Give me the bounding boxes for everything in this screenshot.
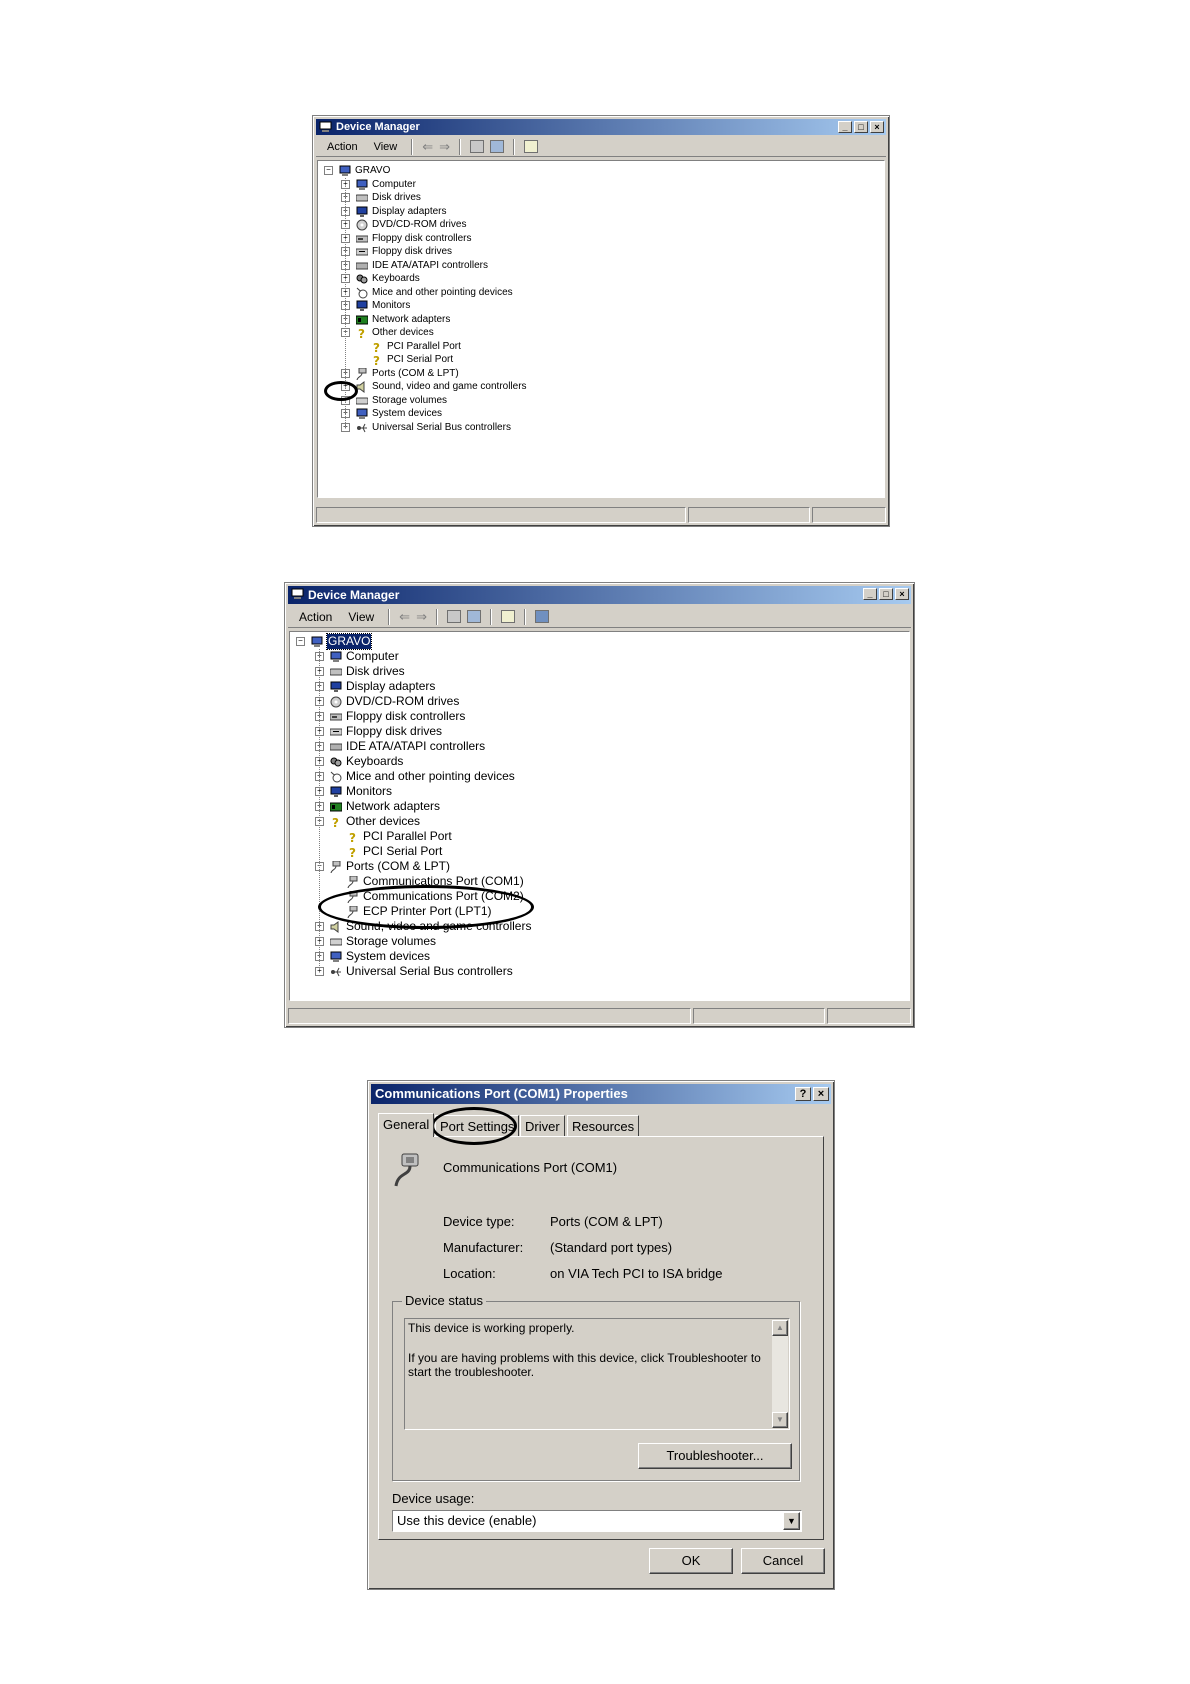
tree-item-label[interactable]: PCI Parallel Port [363, 829, 452, 843]
tree-row[interactable] [324, 164, 390, 178]
collapse-icon[interactable]: − [315, 817, 324, 826]
status-bar [288, 1008, 911, 1024]
tree-item-label[interactable]: Disk drives [346, 664, 405, 678]
collapse-icon[interactable]: − [341, 328, 350, 337]
display-adapter-icon [356, 206, 368, 217]
serial-port-icon [392, 1152, 424, 1188]
computer-icon [356, 179, 368, 190]
tree-row[interactable] [315, 934, 436, 949]
floppy-drive-icon [330, 726, 342, 737]
tree-item-label[interactable]: System devices [372, 408, 443, 419]
tree-item-label[interactable]: Communications Port (COM2) [363, 889, 524, 903]
disk-drive-icon [356, 192, 368, 203]
help-button[interactable]: ? [795, 1087, 811, 1101]
minimize-button[interactable]: _ [863, 588, 877, 600]
toolbar-separator [459, 139, 461, 155]
expand-icon[interactable]: + [315, 772, 324, 781]
tree-item-label[interactable]: Ports (COM & LPT) [372, 367, 459, 379]
unknown-device-icon [356, 327, 368, 338]
unknown-device-icon [330, 816, 342, 827]
tree-row[interactable] [315, 964, 513, 979]
tree-item-label[interactable]: Sound, video and game controllers [346, 919, 532, 933]
maximize-button[interactable]: □ [879, 588, 893, 600]
properties-icon[interactable] [524, 140, 538, 153]
computer-icon [330, 651, 342, 662]
tree-item-label[interactable]: Display adapters [372, 205, 447, 217]
tree-row[interactable] [315, 649, 399, 664]
location-label: Location: [443, 1266, 496, 1281]
status-bar [316, 507, 886, 523]
expand-icon[interactable]: + [341, 261, 350, 270]
title-bar[interactable] [371, 1084, 831, 1104]
device-status-textbox[interactable] [404, 1318, 790, 1430]
tree-row[interactable] [358, 340, 461, 354]
svg-text:?: ? [373, 340, 380, 353]
device-usage-label: Device usage: [392, 1491, 475, 1506]
tab-driver[interactable]: Driver [520, 1115, 565, 1137]
floppy-controller-icon [356, 233, 368, 244]
tree-item-label[interactable]: Mice and other pointing devices [372, 286, 513, 298]
expand-icon[interactable]: + [341, 396, 350, 405]
troubleshooter-button[interactable]: Troubleshooter... [638, 1443, 792, 1469]
expand-icon[interactable]: + [315, 712, 324, 721]
monitor-icon [330, 786, 342, 797]
show-hide-tree-icon[interactable] [467, 610, 481, 623]
status-text-line2: If you are having problems with this device, click Troubleshooter to [408, 1351, 761, 1365]
tree-item-label[interactable]: Network adapters [346, 799, 441, 813]
properties-icon[interactable] [501, 610, 515, 623]
expand-icon[interactable]: + [341, 382, 350, 391]
tree-row[interactable] [315, 919, 531, 934]
ok-button[interactable]: OK [649, 1548, 733, 1574]
expand-icon[interactable]: + [315, 652, 324, 661]
close-button[interactable]: × [870, 121, 884, 133]
tree-item-label[interactable]: Communications Port (COM1) [363, 874, 524, 888]
title-bar[interactable] [316, 119, 886, 135]
tree-row[interactable] [315, 799, 440, 814]
svg-text:?: ? [349, 846, 356, 858]
tree-row[interactable] [341, 205, 446, 219]
tree-row[interactable] [315, 784, 392, 799]
tree-row[interactable] [341, 407, 442, 421]
tree-item-label[interactable]: System devices [346, 949, 431, 963]
close-button[interactable]: × [813, 1087, 829, 1101]
tree-row[interactable] [315, 769, 515, 784]
cancel-button[interactable]: Cancel [741, 1548, 825, 1574]
tree-row[interactable] [341, 286, 513, 300]
maximize-button[interactable]: □ [854, 121, 868, 133]
tree-item-label[interactable]: Floppy disk controllers [346, 709, 466, 723]
tree-item-label[interactable]: Floppy disk drives [372, 246, 453, 257]
tab-general[interactable]: General [378, 1113, 434, 1137]
tree-row[interactable] [334, 844, 442, 859]
usb-icon [356, 422, 368, 433]
tree-item-label[interactable]: DVD/CD-ROM drives [372, 219, 467, 230]
tree-item-label[interactable]: ECP Printer Port (LPT1) [363, 904, 492, 918]
tree-item-label[interactable]: GRAVO [328, 634, 371, 648]
expand-icon[interactable]: + [341, 207, 350, 216]
device-type-value: Ports (COM & LPT) [550, 1214, 663, 1229]
tree-item-label[interactable]: DVD/CD-ROM drives [346, 694, 460, 708]
tree-row[interactable] [315, 859, 450, 874]
close-button[interactable]: × [895, 588, 909, 600]
computer-icon [311, 636, 323, 647]
toolbar-separator [436, 609, 438, 625]
status-text-line3: start the troubleshooter. [408, 1365, 535, 1379]
network-adapter-icon [356, 314, 368, 325]
expand-icon[interactable]: + [341, 234, 350, 243]
tree-row[interactable] [341, 299, 410, 313]
tree-row[interactable] [341, 367, 459, 381]
expand-icon[interactable]: + [315, 952, 324, 961]
tree-item-label[interactable]: IDE ATA/ATAPI controllers [346, 739, 486, 753]
expand-icon[interactable]: + [315, 937, 324, 946]
port-icon [330, 861, 342, 872]
tree-item-label[interactable]: PCI Parallel Port [387, 340, 461, 352]
sound-icon [356, 381, 368, 392]
storage-icon [330, 936, 342, 947]
device-name: Communications Port (COM1) [443, 1160, 618, 1175]
tree-row[interactable] [341, 218, 466, 232]
expand-icon[interactable]: + [315, 727, 324, 736]
tree-item-label[interactable]: Keyboards [372, 273, 420, 284]
device-manager-icon [291, 588, 304, 599]
scan-hardware-icon[interactable] [535, 610, 549, 623]
tree-row[interactable] [334, 874, 524, 889]
expand-icon[interactable]: + [315, 922, 324, 931]
tree-row[interactable] [341, 421, 511, 435]
mouse-icon [356, 287, 368, 298]
keyboard-icon [330, 756, 342, 767]
tree-item-label[interactable]: Sound, video and game controllers [372, 381, 527, 392]
svg-text:?: ? [373, 354, 380, 367]
tree-row[interactable] [341, 394, 447, 408]
tree-row[interactable] [315, 754, 403, 769]
tree-row[interactable] [341, 191, 421, 205]
expand-icon[interactable]: + [315, 802, 324, 811]
tree-item-label[interactable]: Universal Serial Bus controllers [346, 964, 513, 978]
tree-row[interactable] [315, 739, 485, 754]
status-pane [316, 507, 686, 523]
tree-row[interactable] [315, 709, 465, 724]
unknown-device-icon [347, 831, 359, 842]
tree-item-label[interactable]: PCI Serial Port [387, 354, 454, 365]
expand-icon[interactable]: + [315, 787, 324, 796]
tree-item-label[interactable]: Keyboards [346, 754, 404, 768]
sound-icon [330, 921, 342, 932]
cdrom-icon [330, 696, 342, 707]
up-folder-icon[interactable] [447, 610, 461, 623]
tree-item-label[interactable]: Floppy disk controllers [372, 232, 472, 244]
status-pane [812, 507, 886, 523]
expand-icon[interactable]: + [341, 423, 350, 432]
tree-item-label[interactable]: Floppy disk drives [346, 724, 443, 738]
tree-item-label[interactable]: Monitors [346, 784, 393, 798]
tree-row[interactable] [315, 724, 442, 739]
tree-item-label[interactable]: Mice and other pointing devices [346, 769, 515, 783]
tree-row[interactable] [341, 272, 420, 286]
ide-controller-icon [330, 741, 342, 752]
menu-view[interactable]: View [348, 609, 375, 624]
tree-item-label[interactable]: Storage volumes [372, 394, 448, 406]
mouse-icon [330, 771, 342, 782]
tree-item-label[interactable]: Monitors [372, 300, 411, 311]
collapse-icon[interactable]: − [296, 637, 305, 646]
tree-row[interactable] [315, 679, 435, 694]
menu-toolbar [288, 606, 911, 628]
tree-item-label[interactable]: Other devices [372, 327, 434, 338]
scroll-up-button[interactable]: ▲ [772, 1320, 788, 1336]
unknown-device-icon [371, 341, 383, 352]
menu-action[interactable]: Action [327, 140, 358, 153]
device-type-label: Device type: [443, 1214, 515, 1229]
system-icon [356, 408, 368, 419]
tree-row[interactable] [341, 245, 452, 259]
tree-row[interactable] [315, 694, 459, 709]
unknown-device-icon [347, 846, 359, 857]
expand-icon[interactable]: + [341, 369, 350, 378]
expand-icon[interactable]: + [341, 409, 350, 418]
tree-item-label[interactable]: Network adapters [372, 313, 451, 325]
manufacturer-value: (Standard port types) [550, 1240, 673, 1255]
up-folder-icon[interactable] [470, 140, 484, 153]
tree-item-label[interactable]: Computer [346, 649, 399, 663]
port-icon [356, 368, 368, 379]
tree-item-label[interactable]: PCI Serial Port [363, 844, 443, 858]
tree-row[interactable] [341, 232, 471, 246]
expand-icon[interactable]: + [341, 247, 350, 256]
collapse-icon[interactable]: − [315, 862, 324, 871]
keyboard-icon [356, 273, 368, 284]
tree-item-label[interactable]: Computer [372, 178, 416, 190]
expand-icon[interactable]: + [341, 315, 350, 324]
expand-icon[interactable]: + [315, 967, 324, 976]
back-arrow-icon[interactable]: ⇐ [422, 139, 434, 154]
tree-item-label[interactable]: Display adapters [346, 679, 436, 693]
status-pane [693, 1008, 825, 1024]
show-hide-tree-icon[interactable] [490, 140, 504, 153]
unknown-device-icon [371, 354, 383, 365]
tree-row[interactable] [334, 904, 491, 919]
expand-icon[interactable]: + [315, 757, 324, 766]
port-icon [347, 891, 359, 902]
ide-controller-icon [356, 260, 368, 271]
computer-icon [339, 165, 351, 176]
tree-item-label[interactable]: Universal Serial Bus controllers [372, 421, 511, 433]
tree-connector-line [319, 649, 320, 972]
expand-icon[interactable]: + [315, 682, 324, 691]
tree-row[interactable] [341, 259, 488, 273]
device-status-label: Device status [402, 1293, 486, 1308]
floppy-drive-icon [356, 246, 368, 257]
expand-icon[interactable]: + [341, 220, 350, 229]
svg-text:?: ? [332, 816, 339, 828]
monitor-icon [356, 300, 368, 311]
tree-item-label[interactable]: Other devices [346, 814, 421, 828]
tree-row[interactable] [315, 949, 430, 964]
expand-icon[interactable]: + [341, 301, 350, 310]
expand-icon[interactable]: + [315, 697, 324, 706]
tab-port-settings[interactable]: Port Settings [435, 1115, 519, 1137]
device-tree[interactable] [317, 160, 885, 498]
tree-row[interactable] [296, 634, 371, 649]
floppy-controller-icon [330, 711, 342, 722]
toolbar-separator [524, 609, 526, 625]
tab-resources[interactable]: Resources [567, 1115, 639, 1137]
cdrom-icon [356, 219, 368, 230]
tree-item-label[interactable]: Ports (COM & LPT) [346, 859, 451, 873]
menu-toolbar [316, 137, 886, 157]
port-icon [347, 906, 359, 917]
expand-icon[interactable]: + [315, 667, 324, 676]
network-adapter-icon [330, 801, 342, 812]
location-value: on VIA Tech PCI to ISA bridge [550, 1266, 723, 1281]
tree-item-label[interactable]: Storage volumes [346, 934, 437, 948]
window-title: Device Manager [308, 588, 400, 602]
tree-row[interactable] [341, 380, 527, 394]
toolbar-separator [513, 139, 515, 155]
com1-properties-dialog [367, 1080, 835, 1590]
storage-icon [356, 395, 368, 406]
svg-text:?: ? [349, 831, 356, 843]
expand-icon[interactable]: + [341, 274, 350, 283]
menu-action[interactable]: Action [299, 609, 333, 624]
tree-row[interactable] [341, 178, 416, 192]
manufacturer-label: Manufacturer: [443, 1240, 524, 1255]
device-usage-value: Use this device (enable) [397, 1513, 537, 1528]
port-icon [347, 876, 359, 887]
tree-item-label[interactable]: GRAVO [355, 165, 391, 176]
device-usage-select[interactable] [392, 1510, 802, 1532]
toolbar-separator [411, 139, 413, 155]
status-pane [827, 1008, 911, 1024]
expand-icon[interactable]: + [341, 193, 350, 202]
status-pane [288, 1008, 691, 1024]
device-tree[interactable] [289, 631, 910, 1001]
display-adapter-icon [330, 681, 342, 692]
minimize-button[interactable]: _ [838, 121, 852, 133]
expand-icon[interactable]: + [315, 742, 324, 751]
expand-icon[interactable]: + [341, 288, 350, 297]
tree-row[interactable] [315, 664, 405, 679]
device-manager-window-1 [312, 115, 890, 527]
tree-row[interactable] [341, 326, 434, 340]
status-pane [688, 507, 810, 523]
tree-connector-line [345, 178, 346, 428]
toolbar-separator [490, 609, 492, 625]
tree-row[interactable] [315, 814, 420, 829]
status-scrollbar[interactable] [772, 1320, 788, 1428]
status-text-line1: This device is working properly. [408, 1321, 575, 1335]
disk-drive-icon [330, 666, 342, 677]
forward-arrow-icon[interactable]: ⇒ [416, 609, 427, 624]
device-manager-window-2 [284, 582, 915, 1028]
dialog-title: Communications Port (COM1) Properties [375, 1086, 628, 1101]
tree-row[interactable] [334, 889, 524, 904]
tree-item-label[interactable]: Disk drives [372, 192, 421, 203]
usb-icon [330, 966, 342, 977]
tree-item-label[interactable]: IDE ATA/ATAPI controllers [372, 259, 488, 271]
system-icon [330, 951, 342, 962]
scroll-down-button[interactable]: ▼ [772, 1412, 788, 1428]
menu-view[interactable]: View [373, 140, 398, 153]
device-manager-icon [319, 121, 332, 132]
back-arrow-icon[interactable]: ⇐ [399, 609, 411, 624]
toolbar-separator [388, 609, 390, 625]
collapse-icon[interactable]: − [324, 166, 333, 175]
chevron-down-icon[interactable]: ▼ [783, 1512, 800, 1530]
svg-text:?: ? [358, 327, 365, 340]
tree-row[interactable] [334, 829, 452, 844]
title-bar[interactable] [288, 586, 911, 604]
expand-icon[interactable]: + [341, 180, 350, 189]
window-title: Device Manager [336, 121, 420, 133]
tree-row[interactable] [341, 313, 450, 327]
forward-arrow-icon[interactable]: ⇒ [439, 139, 451, 154]
tree-row[interactable] [358, 353, 453, 367]
